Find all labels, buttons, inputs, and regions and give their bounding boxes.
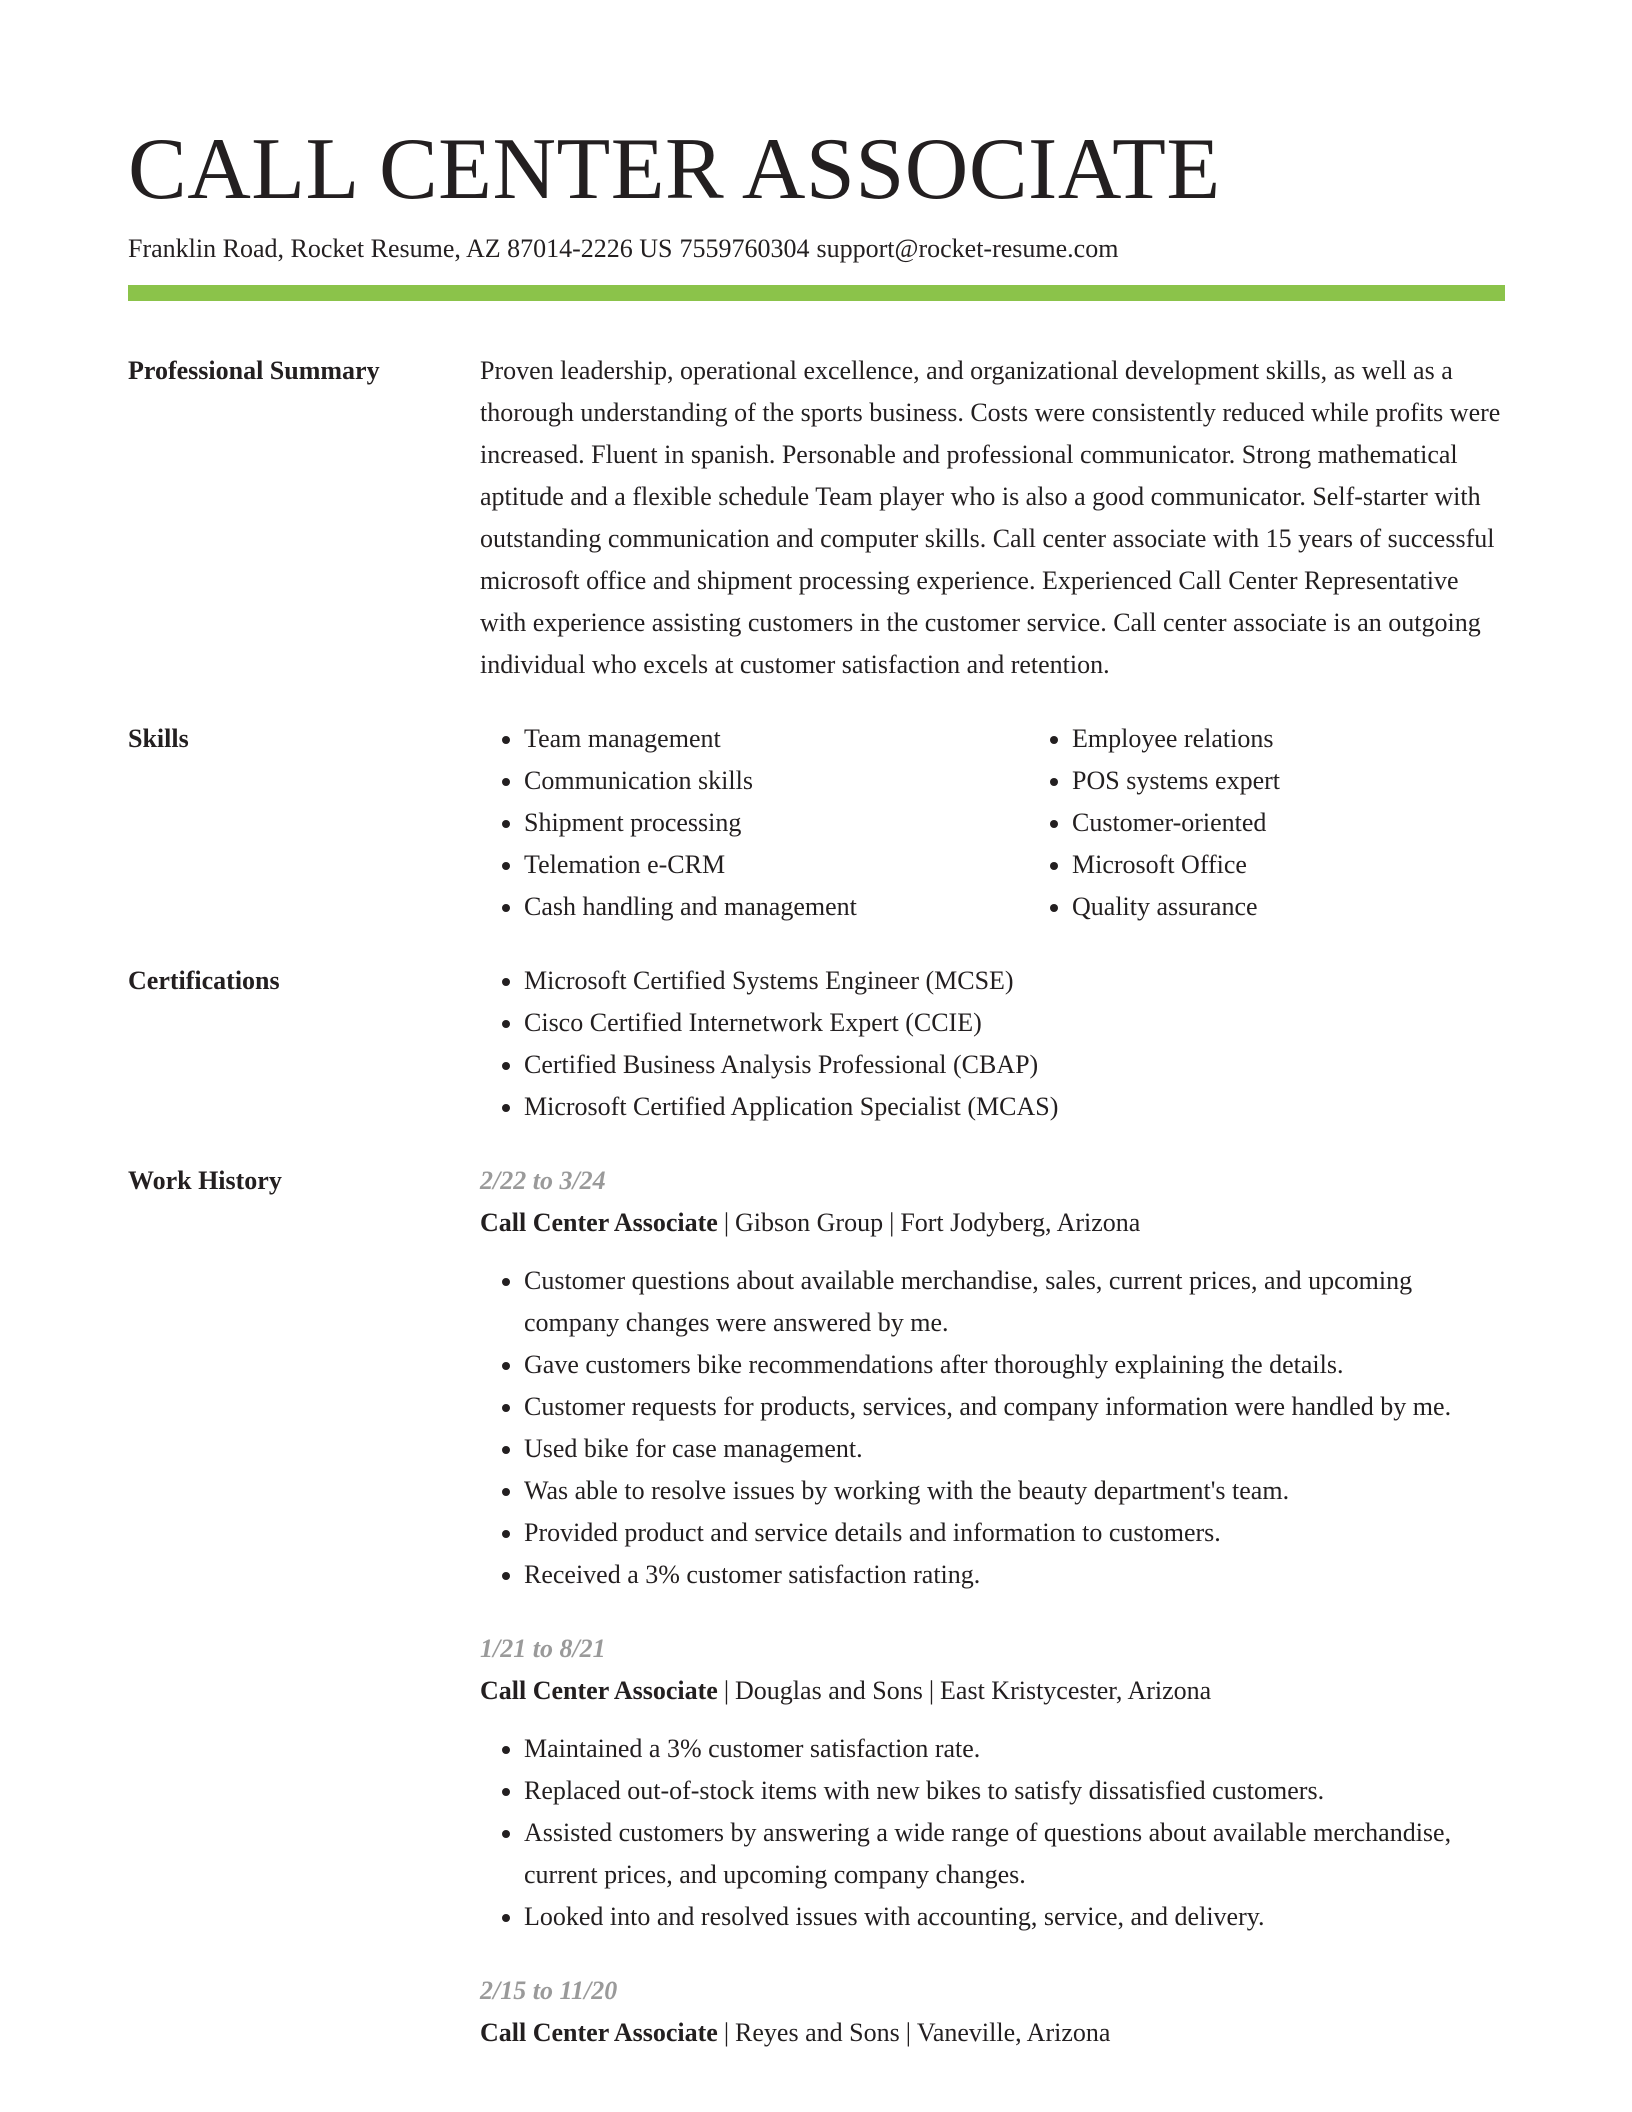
skill-item: • Quality assurance (1072, 886, 1576, 928)
separator: | (723, 1208, 730, 1237)
skills-grid (480, 718, 1576, 928)
separator: | (889, 1208, 895, 1237)
job-bullet: • Received a 3% customer satisfaction rating. (524, 1554, 1505, 1596)
job-title-line (480, 1202, 1505, 1244)
skill-item: • Cash handling and management (524, 886, 1028, 928)
job-location: Fort Jodyberg, Arizona (900, 1208, 1141, 1237)
summary-body (480, 350, 1505, 686)
job-bullet: • Customer questions about available merchandise, sales, current prices, and upcoming company changes were answered by me. (524, 1260, 1505, 1344)
job-company: Douglas and Sons (735, 1676, 923, 1705)
section-heading: Work History (128, 1166, 282, 1195)
contact-address: Franklin Road, Rocket Resume, AZ 87014-2226 US (128, 234, 673, 263)
certifications-body (480, 960, 1505, 1128)
job-title: Call Center Associate (480, 1208, 718, 1237)
job-entry (480, 1970, 1505, 2054)
skill-item: • Employee relations (1072, 718, 1576, 760)
resume-name: CALL CENTER ASSOCIATE (128, 121, 1221, 218)
job-location: Vaneville, Arizona (916, 2018, 1111, 2047)
separator: | (928, 1676, 935, 1705)
skill-item: • Customer-oriented (1072, 802, 1576, 844)
job-bullets (480, 1728, 1505, 1938)
job-title: Call Center Associate (480, 2018, 718, 2047)
job-title-line (480, 1670, 1505, 1712)
job-company: Reyes and Sons (735, 2018, 900, 2047)
job-bullet: • Customer requests for products, services, and company information were handled by me. (524, 1386, 1505, 1428)
job-bullet: • Gave customers bike recommendations after thoroughly explaining the details. (524, 1344, 1505, 1386)
header-divider (128, 285, 1505, 301)
work-history-section (128, 1160, 1505, 2070)
job-bullet: • Looked into and resolved issues with accounting, service, and delivery. (524, 1896, 1505, 1938)
job-dates: 2/22 to 3/24 (480, 1166, 606, 1195)
certifications-list (480, 960, 1505, 1128)
contact-line (128, 230, 1118, 268)
skills-list-left (480, 718, 1028, 928)
job-company: Gibson Group (735, 1208, 884, 1237)
skill-item: • Telemation e-CRM (524, 844, 1028, 886)
job-bullet: • Assisted customers by answering a wide range of questions about available merchandise, current prices, and upcoming company changes. (524, 1812, 1505, 1896)
job-location: East Kristycester, Arizona (940, 1676, 1212, 1705)
section-heading: Skills (128, 724, 189, 753)
separator: | (723, 2018, 730, 2047)
section-heading: Certifications (128, 966, 280, 995)
resume-content (128, 350, 1505, 2102)
separator: | (723, 1676, 730, 1705)
job-title-line (480, 2012, 1505, 2054)
job-dates: 2/15 to 11/20 (480, 1976, 618, 2005)
contact-email: support@rocket-resume.com (816, 234, 1119, 263)
certification-item: • Certified Business Analysis Professional (CBAP) (524, 1044, 1505, 1086)
certification-item: • Cisco Certified Internetwork Expert (CCIE) (524, 1002, 1505, 1044)
skills-list-right (1028, 718, 1576, 928)
skills-section (128, 718, 1505, 928)
job-bullet: • Was able to resolve issues by working with the beauty department's team. (524, 1470, 1505, 1512)
skill-item: • Communication skills (524, 760, 1028, 802)
skill-item: • POS systems expert (1072, 760, 1576, 802)
summary-text: Proven leadership, operational excellence, and organizational development skills, as well as a thorough understanding of the sports business. Costs were consistently reduced while profits were increased. Fluent in spanish. Personable and professional communicator. Strong mathematical aptitude and a flexible schedule Team player who is also a good communicator. Self-starter with outstanding communication and computer skills. Call center associate with 15 years of successful microsoft office and shipment processing experience. Experienced Call Center Representative with experience assisting customers in the customer service. Call center associate is an outgoing individual who excels at customer satisfaction and retention. (480, 356, 1501, 679)
job-bullet: • Replaced out-of-stock items with new bikes to satisfy dissatisfied customers. (524, 1770, 1505, 1812)
job-bullets (480, 1260, 1505, 1596)
work-history-body (480, 1160, 1505, 2070)
contact-phone: 7559760304 (679, 234, 810, 263)
certification-item: • Microsoft Certified Systems Engineer (MCSE) (524, 960, 1505, 1002)
job-entry (480, 1628, 1505, 1938)
skill-item: • Team management (524, 718, 1028, 760)
job-bullet: • Maintained a 3% customer satisfaction rate. (524, 1728, 1505, 1770)
section-heading: Professional Summary (128, 356, 380, 385)
summary-section (128, 350, 1505, 686)
certifications-section (128, 960, 1505, 1128)
skill-item: • Shipment processing (524, 802, 1028, 844)
job-title: Call Center Associate (480, 1676, 718, 1705)
skill-item: • Microsoft Office (1072, 844, 1576, 886)
job-entry (480, 1160, 1505, 1596)
job-bullet: • Provided product and service details and information to customers. (524, 1512, 1505, 1554)
separator: | (905, 2018, 911, 2047)
job-dates: 1/21 to 8/21 (480, 1634, 606, 1663)
certification-item: • Microsoft Certified Application Specialist (MCAS) (524, 1086, 1505, 1128)
job-bullet: • Used bike for case management. (524, 1428, 1505, 1470)
